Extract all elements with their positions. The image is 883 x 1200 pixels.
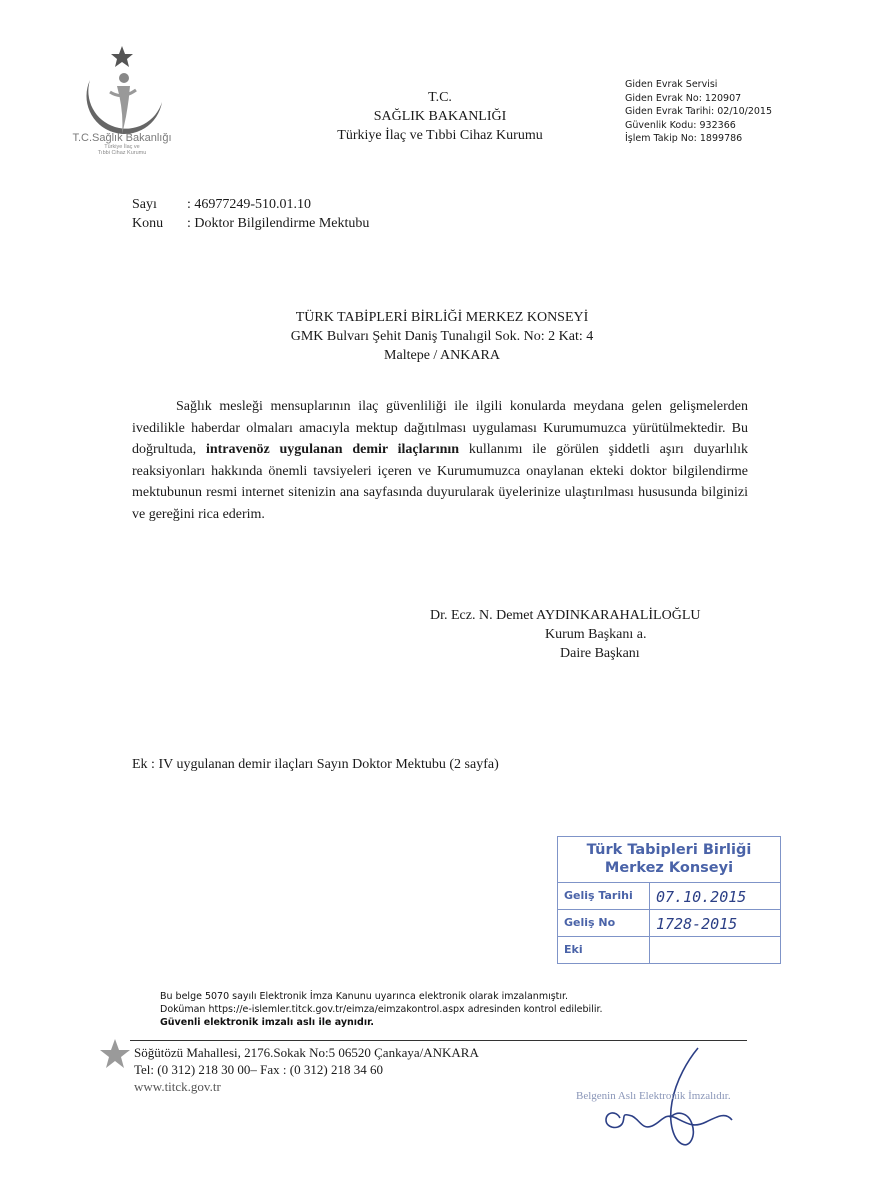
signatory-name: Dr. Ecz. N. Demet AYDINKARAHALİLOĞLU [430,608,701,623]
recipient-block [212,308,672,365]
stamp-value: 07.10.2015 [656,888,747,906]
konu-row [132,214,369,233]
outgoing-doc-date: Giden Evrak Tarihi: 02/10/2015 [625,106,773,117]
stamp-label: Eki [558,937,650,963]
header-line-agency: Türkiye İlaç ve Tıbbi Cihaz Kurumu [337,128,543,143]
esign-line-2: Doküman https://e-islemler.titck.gov.tr/eimza/eimzakontrol.aspx adresinden kontrol edilebilir. [160,1004,603,1015]
header-line-tc: T.C. [428,90,452,105]
body-text-2: kullanımı ile görülen şiddetli aşırı duyarlılık reaksiyonları hakkında önemli tavsiyeleri içeren ve Kurumumuzca onaylanan ekteki doktor bilgilendirme mektubunun resmi internet sitenizin ana sayfasında duyurularak üyelerinize ulaştırılması hususunda bilginizi ve gereğini rica ederim. [132,442,749,522]
recipient-address: GMK Bulvarı Şehit Daniş Tunalıgil Sok. No: 2 Kat: 4 [290,329,594,344]
recipient-name: TÜRK TABİPLERİ BİRLİĞİ MERKEZ KONSEYİ [295,310,589,325]
stamp-org-line-2: Merkez Konseyi [604,860,734,876]
body-text-1: Sağlık mesleği mensuplarının ilaç güvenliliği ile ilgili konularda meydana gelen gelişmelerden ivedilikle haberdar olmaları amacıyla mektup dağıtılması uygulaması Kurumumuzca yürütülmektedir. Bu doğrultuda, [132,399,748,457]
stamp-row-attachment [558,937,780,963]
footer-website: www.titck.gov.tr [134,1079,221,1094]
logo-main-text: T.C.Sağlık Bakanlığı [72,132,172,144]
signatory-title-1: Kurum Başkanı a. [545,627,647,642]
received-stamp [557,836,781,964]
body-bold-text: intravenöz uygulanan demir ilaçlarının [205,442,460,457]
signatory-title-2: Daire Başkanı [560,646,640,661]
sayi-row [132,195,369,214]
outgoing-service: Giden Evrak Servisi [625,79,718,90]
certified-copy-mark: Belgenin Aslı Elektronik İmzalıdır. [576,1090,731,1102]
stamp-label: Geliş No [558,910,650,936]
recipient-city: Maltepe / ANKARA [384,348,500,363]
logo-sub-text [66,144,178,156]
outgoing-tracking-no: İşlem Takip No: 1899786 [625,133,743,144]
footer-address: Söğütözü Mahallesi, 2176.Sokak No:5 06520 Çankaya/ANKARA [134,1045,479,1060]
stamp-value: 1728-2015 [656,915,738,933]
letter-body [132,396,748,525]
reference-block [132,195,369,233]
footer-phone: Tel: (0 312) 218 30 00– Fax : (0 312) 218 34 60 [134,1062,383,1077]
star-emblem-icon [98,1037,132,1071]
esign-line-1: Bu belge 5070 sayılı Elektronik İmza Kanunu uyarınca elektronik olarak imzalanmıştır. [160,991,569,1002]
logo-sub-line-2: Tıbbi Cihaz Kurumu [97,150,147,156]
outgoing-security-code: Güvenlik Kodu: 932366 [625,119,736,131]
footer-contact [134,1044,479,1095]
signature-block [430,606,701,663]
header-line-ministry: SAĞLIK BAKANLIĞI [373,109,507,124]
esign-notice [160,990,603,1029]
stamp-row-date [558,883,780,910]
stamp-value [650,937,780,963]
sayi-value: : 46977249-510.01.10 [187,197,312,212]
attachment-line: Ek : IV uygulanan demir ilaçları Sayın Doktor Mektubu (2 sayfa) [132,757,499,772]
stamp-org-line-1: Türk Tabipleri Birliği [586,842,752,858]
sayi-label: Sayı [132,197,157,212]
esign-line-3: Güvenli elektronik imzalı aslı ile aynıdır. [160,1017,375,1028]
konu-value: : Doktor Bilgilendirme Mektubu [187,216,370,231]
stamp-header [558,837,780,883]
konu-label: Konu [132,216,164,231]
stamp-label: Geliş Tarihi [558,883,650,909]
logo-sub-line-1: Türkiye İlaç ve [104,144,140,150]
outgoing-document-info [625,78,772,146]
outgoing-doc-no: Giden Evrak No: 120907 [625,92,742,104]
logo-text [66,132,178,156]
stamp-row-number [558,910,780,937]
letter-header [300,88,580,145]
